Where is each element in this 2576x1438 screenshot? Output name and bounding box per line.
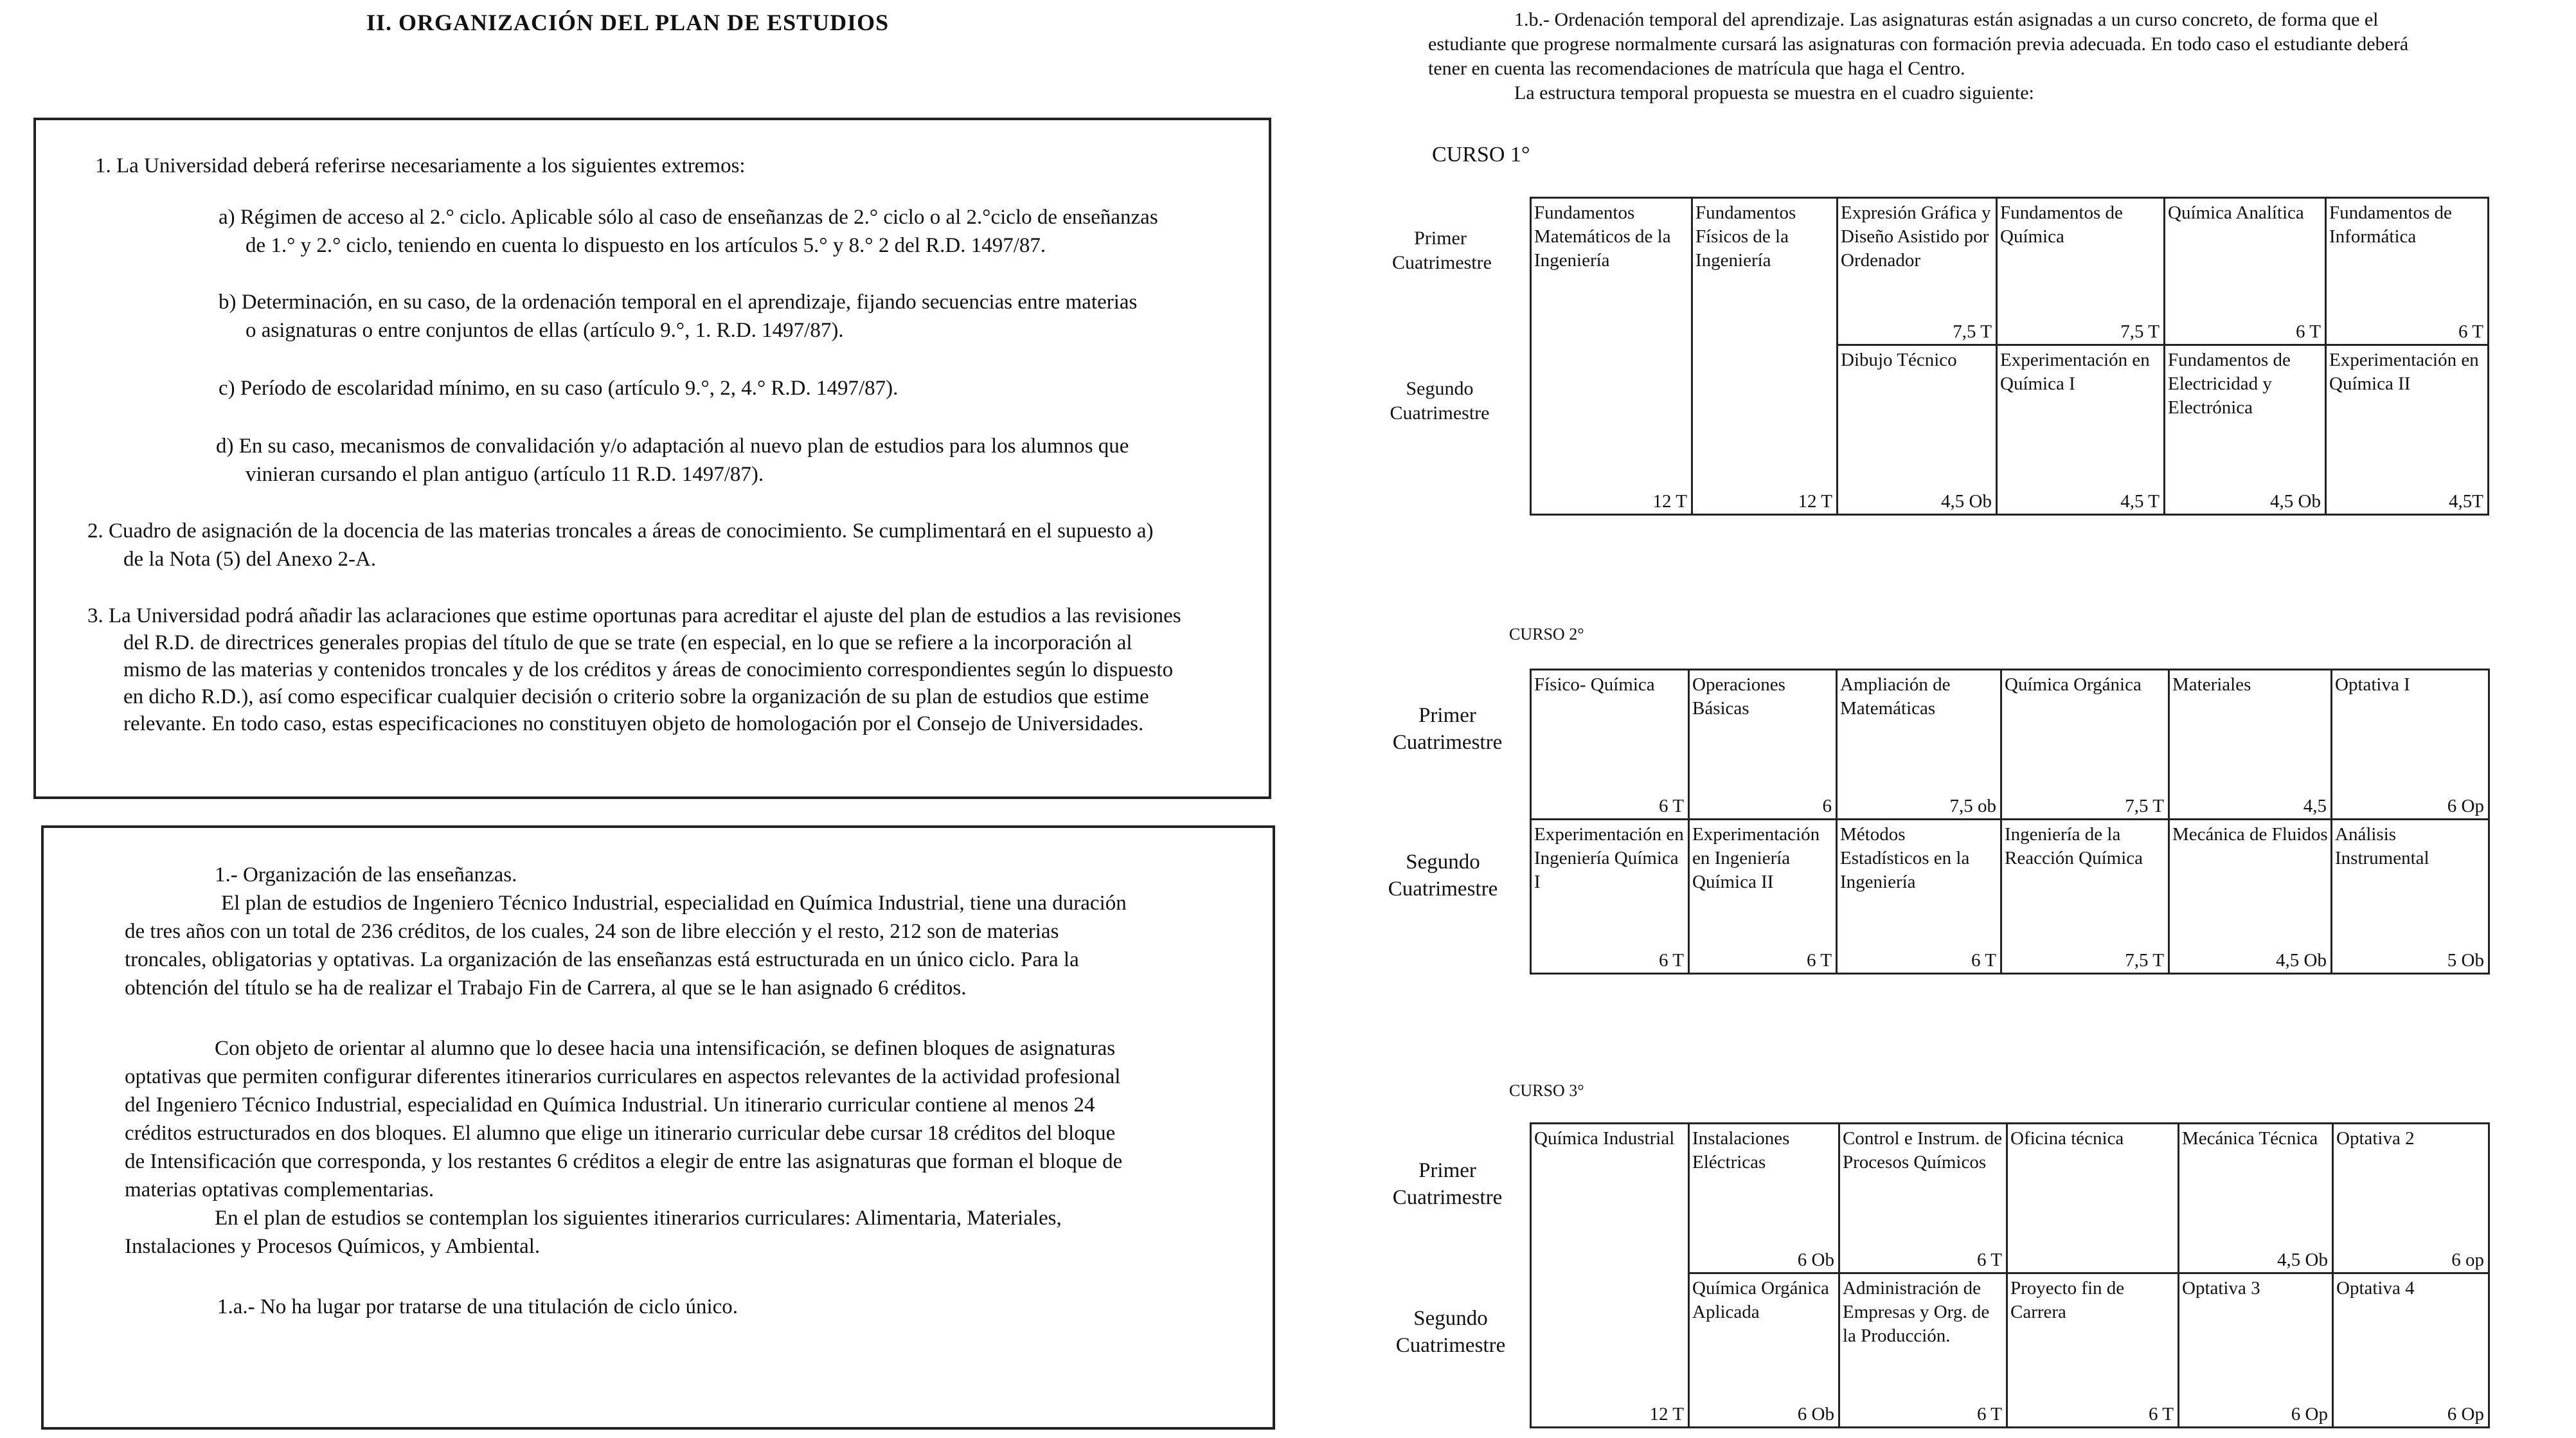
section-title: II. ORGANIZACIÓN DEL PLAN DE ESTUDIOS	[366, 10, 890, 35]
curso-3-title: CURSO 3°	[1509, 1081, 1584, 1100]
curso-1-primer	[1392, 226, 1492, 275]
subject-name: Fundamentos de Electricidad y Electrónica	[2168, 350, 2291, 418]
subject-credits: 6 T	[1977, 1404, 2002, 1425]
subject-credits: 6 Op	[2447, 1404, 2484, 1425]
intro-line2: estudiante que progrese normalmente cursará las asignaturas con formación previa adecuada. En todo caso el estudiante deberá	[1428, 33, 2409, 55]
label-cuatrimestre: Cuatrimestre	[1395, 1334, 1506, 1357]
subject-name: Análisis Instrumental	[2335, 824, 2429, 868]
subject-cell	[2330, 669, 2490, 820]
label-cuatrimestre: Cuatrimestre	[1392, 1186, 1503, 1209]
subject-credits: 6 T	[1659, 950, 1684, 971]
p1-line2: El plan de estudios de Ingeniero Técnico Industrial, especialidad en Química Industrial, tiene una duración	[221, 892, 1127, 915]
subject-credits: 4,5	[2303, 796, 2327, 816]
subject-cell	[2000, 818, 2170, 975]
curso-3-primer	[1390, 1157, 1505, 1211]
subject-name: Química Industrial	[1534, 1128, 1675, 1149]
subject-name: Optativa I	[2335, 674, 2410, 695]
subject-credits: 6	[1822, 796, 1832, 816]
subject-cell	[2330, 818, 2490, 975]
subject-cell	[2163, 197, 2327, 346]
subject-name: Materiales	[2172, 674, 2251, 695]
item-3-line2: del R.D. de directrices generales propias del título de que se trate (en especial, en lo que se refiere a la incorporación al	[123, 631, 1132, 654]
p2-line4: créditos estructurados en dos bloques. El alumno que elige un itinerario curricular debe cursar 18 créditos del bloque	[125, 1122, 1116, 1145]
subject-name: Expresión Gráfica y Diseño Asistido por Ordenador	[1841, 202, 1991, 271]
subject-credits: 6 T	[2149, 1404, 2174, 1425]
subject-name: Química Orgánica	[2005, 674, 2142, 695]
p2-line2: optativas que permiten configurar diferentes itinerarios curriculares en aspectos relevantes de la actividad profesional	[125, 1065, 1121, 1088]
subject-credits: 5 Ob	[2447, 950, 2484, 971]
subject-cell	[1530, 669, 1690, 820]
subject-name: Mecánica Técnica	[2182, 1128, 2318, 1149]
intro-line3: tener en cuenta las recomendaciones de matrícula que haga el Centro.	[1428, 58, 1965, 79]
subject-name: Fundamentos Matemáticos de la Ingeniería	[1534, 202, 1671, 271]
curso-1-segundo	[1388, 377, 1491, 426]
p3: 1.a.- No ha lugar por tratarse de una titulación de ciclo único.	[217, 1295, 738, 1318]
subject-credits: 6 T	[1977, 1250, 2002, 1270]
subject-name: Administración de Empresas y Org. de la Producción.	[1843, 1278, 1990, 1346]
p1-line5: obtención del título se ha de realizar el Trabajo Fin de Carrera, al que se le han asignado 6 créditos.	[125, 976, 967, 1000]
subject-credits: 6 op	[2451, 1250, 2484, 1270]
label-segundo: Segundo	[1406, 378, 1474, 399]
subject-cell	[1838, 1122, 2008, 1274]
item-2-line2: de la Nota (5) del Anexo 2-A.	[123, 548, 377, 571]
subject-name: Control e Instrum. de Procesos Químicos	[1843, 1128, 2003, 1173]
curso-2-segundo	[1382, 849, 1504, 903]
subject-cell	[1530, 818, 1690, 975]
subject-name: Operaciones Básicas	[1692, 674, 1785, 719]
subject-credits: 12 T	[1652, 491, 1687, 512]
subject-cell	[2178, 1272, 2334, 1428]
subject-name: Fundamentos de Informática	[2329, 202, 2452, 247]
subject-cell	[1688, 669, 1838, 820]
p1-line1: 1.- Organización de las enseñanzas.	[215, 863, 517, 886]
organization-box	[41, 825, 1275, 1430]
p2-line7: En el plan de estudios se contemplan los siguientes itinerarios curriculares: Alimentaria, Materiales,	[215, 1207, 1062, 1230]
subject-name: Experimentación en Química II	[2329, 350, 2479, 394]
subject-name: Métodos Estadísticos en la Ingeniería	[1840, 824, 1970, 892]
label-segundo: Segundo	[1406, 850, 1480, 874]
subject-credits: 12 T	[1649, 1404, 1684, 1425]
p1-line4: troncales, obligatorias y optativas. La organización de las enseñanzas está estructurada en un único ciclo. Para la	[125, 948, 1079, 971]
label-cuatrimestre: Cuatrimestre	[1388, 877, 1498, 901]
subject-cell	[1688, 1272, 1840, 1428]
subject-credits: 6 Op	[2291, 1404, 2328, 1425]
subject-cell	[2325, 197, 2489, 346]
subject-credits: 6 T	[1659, 796, 1684, 816]
subject-credits: 4,5T	[2449, 491, 2483, 512]
item-a-line2: de 1.° y 2.° ciclo, teniendo en cuenta lo dispuesto en los artículos 5.° y 8.° 2 del R.D. 1497/87.	[246, 234, 1046, 257]
subject-cell	[1836, 818, 2002, 975]
subject-cell	[1838, 1272, 2008, 1428]
subject-cell	[1691, 197, 1838, 516]
label-primer: Primer	[1414, 228, 1467, 249]
subject-credits: 6 T	[2296, 321, 2321, 342]
subject-cell	[1836, 344, 1998, 516]
label-cuatrimestre: Cuatrimestre	[1392, 252, 1492, 273]
subject-credits: 7,5 T	[2120, 321, 2160, 342]
label-primer: Primer	[1418, 704, 1476, 727]
subject-name: Dibujo Técnico	[1841, 350, 1957, 370]
subject-credits: 7,5 ob	[1949, 796, 1996, 816]
subject-cell	[2325, 344, 2489, 516]
label-cuatrimestre: Cuatrimestre	[1390, 402, 1490, 424]
subject-credits: 6 Op	[2447, 796, 2484, 816]
subject-name: Optativa 2	[2336, 1128, 2415, 1149]
subject-cell	[2000, 669, 2170, 820]
subject-cell	[2168, 669, 2332, 820]
subject-cell	[2006, 1272, 2179, 1428]
item-b-line1: b) Determinación, en su caso, de la ordenación temporal en el aprendizaje, fijando secuencias entre materias	[219, 291, 1138, 314]
item-3-line4: en dicho R.D.), así como especificar cualquier decisión o criterio sobre la organización de su plan de estudios que estime	[123, 685, 1149, 708]
subject-cell	[1530, 197, 1693, 516]
subject-cell	[2006, 1122, 2179, 1274]
subject-name: Optativa 3	[2182, 1278, 2260, 1299]
curso-2-primer	[1390, 702, 1505, 756]
subject-cell	[1996, 197, 2165, 346]
subject-cell	[1996, 344, 2165, 516]
subject-credits: 4,5 Ob	[2276, 950, 2327, 971]
subject-credits: 4,5 Ob	[2270, 491, 2321, 512]
subject-credits: 7,5 T	[1953, 321, 1992, 342]
subject-cell	[1836, 669, 2002, 820]
subject-name: Mecánica de Fluidos	[2172, 824, 2328, 845]
subject-credits: 6 Ob	[1797, 1250, 1834, 1270]
subject-cell	[1688, 1122, 1840, 1274]
subject-name: Físico- Química	[1534, 674, 1655, 695]
p2-line8: Instalaciones y Procesos Químicos, y Ambiental.	[125, 1235, 541, 1258]
subject-name: Ampliación de Matemáticas	[1840, 674, 1951, 719]
curso-2-title: CURSO 2°	[1509, 625, 1584, 643]
subject-credits: 7,5 T	[2125, 796, 2164, 816]
subject-name: Fundamentos Físicos de la Ingeniería	[1695, 202, 1796, 271]
p2-line3: del Ingeniero Técnico Industrial, especialidad en Química Industrial. Un itinerario curricular contiene al menos 24	[125, 1093, 1095, 1117]
subject-credits: 6 Ob	[1797, 1404, 1834, 1425]
subject-name: Ingeniería de la Reacción Química	[2005, 824, 2143, 868]
subject-credits: 6 T	[1807, 950, 1832, 971]
item-2-line1: 2. Cuadro de asignación de la docencia de las materias troncales a áreas de conocimiento. Se cumplimentará en el supuesto a)	[87, 519, 1154, 543]
item-3-line5: relevante. En todo caso, estas especificaciones no constituyen objeto de homologación por el Consejo de Universidades.	[123, 712, 1144, 735]
item-1: 1. La Universidad deberá referirse necesariamente a los siguientes extremos:	[95, 154, 746, 177]
subject-cell	[2168, 818, 2332, 975]
label-segundo: Segundo	[1413, 1307, 1488, 1330]
requirements-box	[33, 118, 1271, 799]
subject-cell	[1836, 197, 1998, 346]
subject-cell	[1530, 1122, 1690, 1428]
subject-name: Oficina técnica	[2010, 1128, 2124, 1149]
subject-cell	[2163, 344, 2327, 516]
item-b-line2: o asignaturas o entre conjuntos de ellas (artículo 9.°, 1. R.D. 1497/87).	[246, 319, 844, 342]
curso-1-title: CURSO 1°	[1432, 143, 1530, 166]
intro-line4: La estructura temporal propuesta se muestra en el cuadro siguiente:	[1514, 82, 2034, 103]
subject-name: Experimentación en Química I	[2000, 350, 2150, 394]
subject-cell	[1688, 818, 1838, 975]
item-a-line1: a) Régimen de acceso al 2.° ciclo. Aplicable sólo al caso de enseñanzas de 2.° ciclo o al 2.°ciclo de enseñanzas	[219, 206, 1158, 229]
subject-name: Experimentación en Ingeniería Química II	[1692, 824, 1820, 892]
subject-credits: 12 T	[1798, 491, 1832, 512]
subject-credits: 7,5 T	[2125, 950, 2164, 971]
subject-cell	[2332, 1122, 2490, 1274]
p2-line5: de Intensificación que corresponda, y los restantes 6 créditos a elegir de entre las asignaturas que forman el bloque de	[125, 1150, 1123, 1173]
subject-credits: 4,5 Ob	[2277, 1250, 2328, 1270]
subject-name: Química Orgánica Aplicada	[1692, 1278, 1829, 1322]
subject-credits: 6 T	[1971, 950, 1996, 971]
p2-line1: Con objeto de orientar al alumno que lo desee hacia una intensificación, se definen bloques de asignaturas	[215, 1037, 1116, 1060]
subject-name: Instalaciones Eléctricas	[1692, 1128, 1790, 1173]
item-c: c) Período de escolaridad mínimo, en su caso (artículo 9.°, 2, 4.° R.D. 1497/87).	[219, 377, 899, 400]
subject-name: Proyecto fin de Carrera	[2010, 1278, 2125, 1322]
subject-name: Química Analítica	[2168, 202, 2304, 223]
curso-3-segundo	[1390, 1305, 1512, 1359]
subject-name: Experimentación en Ingeniería Química I	[1534, 824, 1684, 892]
label-primer: Primer	[1418, 1159, 1476, 1182]
item-3-line1: 3. La Universidad podrá añadir las aclaraciones que estime oportunas para acreditar el ajuste del plan de estudios a las revisiones	[87, 604, 1181, 627]
item-d-line2: vinieran cursando el plan antiguo (artículo 11 R.D. 1497/87).	[246, 463, 764, 486]
subject-credits: 6 T	[2458, 321, 2483, 342]
label-cuatrimestre: Cuatrimestre	[1392, 731, 1503, 754]
subject-cell	[2332, 1272, 2490, 1428]
item-d-line1: d) En su caso, mecanismos de convalidación y/o adaptación al nuevo plan de estudios para los alumnos que	[216, 435, 1129, 458]
subject-cell	[2178, 1122, 2334, 1274]
p1-line3: de tres años con un total de 236 créditos, de los cuales, 24 son de libre elección y el resto, 212 son de materias	[125, 920, 1059, 943]
subject-name: Optativa 4	[2336, 1278, 2415, 1299]
item-3-line3: mismo de las materias y contenidos troncales y de los créditos y áreas de conocimiento correspondientes según lo dispuesto	[123, 658, 1174, 681]
intro-line1: 1.b.- Ordenación temporal del aprendizaje. Las asignaturas están asignadas a un curso concreto, de forma que el	[1514, 9, 2379, 30]
subject-credits: 4,5 Ob	[1941, 491, 1992, 512]
p2-line6: materias optativas complementarias.	[125, 1178, 434, 1201]
subject-name: Fundamentos de Química	[2000, 202, 2123, 247]
subject-credits: 4,5 T	[2120, 491, 2160, 512]
